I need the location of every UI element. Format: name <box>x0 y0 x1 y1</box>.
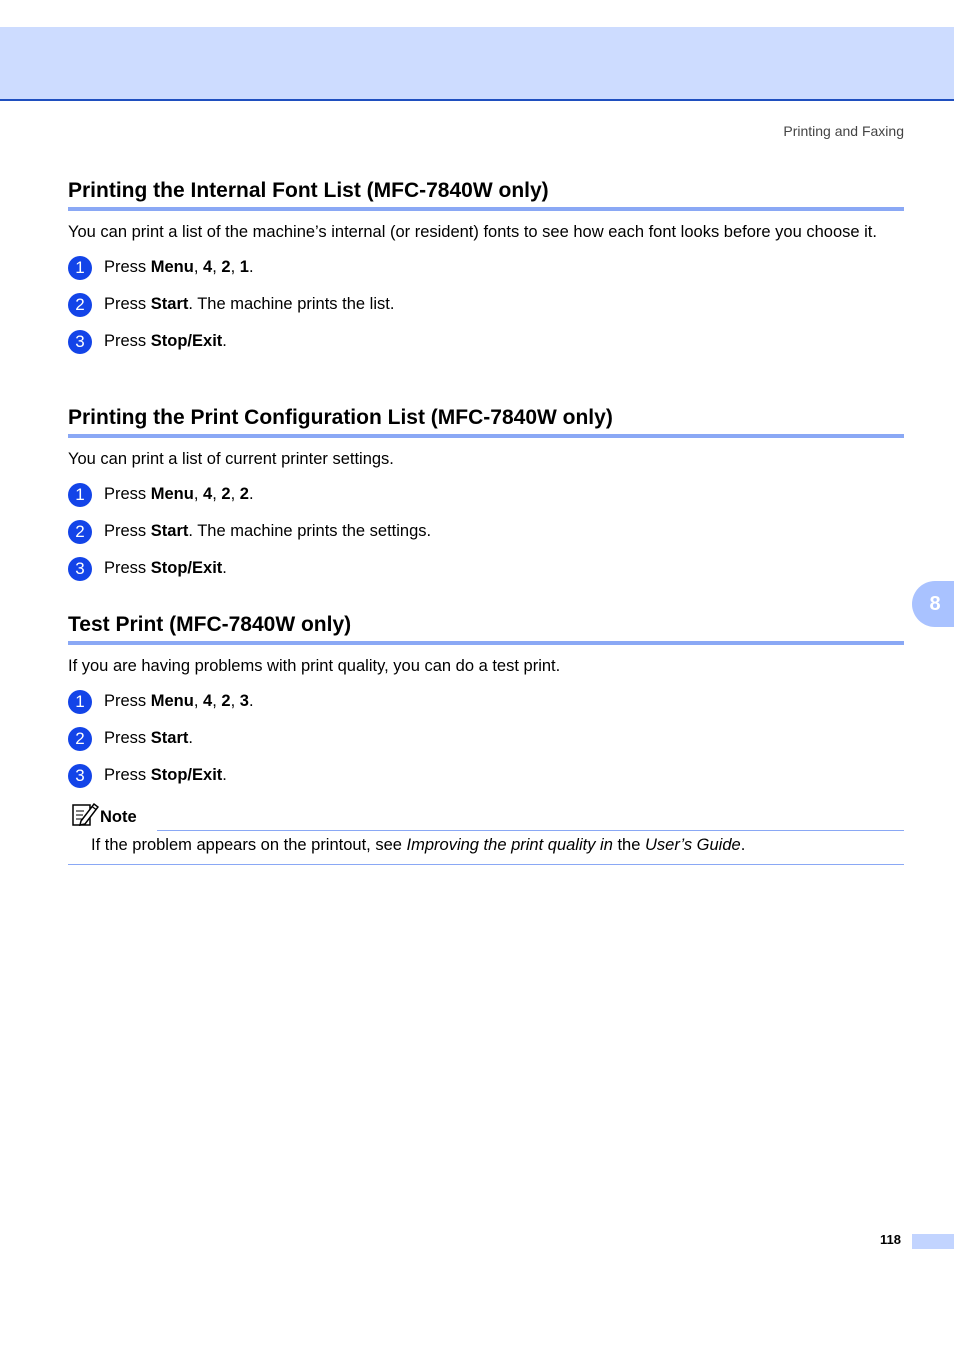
section-test-print <box>68 612 904 794</box>
step-item <box>68 476 904 513</box>
step-list <box>68 249 904 360</box>
section-config-list <box>68 405 904 587</box>
step-text: Press Menu, 4, 2, 1. <box>104 258 254 276</box>
note-label: Note <box>100 808 137 826</box>
section-intro: You can print a list of current printer settings. <box>68 450 394 468</box>
section-title: Test Print (MFC-7840W only) <box>68 612 904 645</box>
step-text: Press Menu, 4, 2, 3. <box>104 692 254 710</box>
step-item <box>68 550 904 587</box>
note-rule <box>157 830 904 831</box>
step-text: Press Stop/Exit. <box>104 332 227 350</box>
step-item <box>68 683 904 720</box>
note-pencil-icon <box>71 801 99 827</box>
step-number-icon: 1 <box>68 483 92 507</box>
step-number-icon: 2 <box>68 520 92 544</box>
section-intro: If you are having problems with print quality, you can do a test print. <box>68 657 561 675</box>
step-list <box>68 476 904 587</box>
section-title: Printing the Print Configuration List (MFC-7840W only) <box>68 405 904 438</box>
page-number: 118 <box>880 1232 901 1247</box>
step-list <box>68 683 904 794</box>
step-item <box>68 513 904 550</box>
header-band <box>0 27 954 101</box>
step-number-icon: 2 <box>68 293 92 317</box>
step-number-icon: 1 <box>68 690 92 714</box>
step-number-icon: 2 <box>68 727 92 751</box>
step-text: Press Start. The machine prints the list. <box>104 295 395 313</box>
step-text: Press Stop/Exit. <box>104 766 227 784</box>
section-intro: You can print a list of the machine’s internal (or resident) fonts to see how each font looks before you choose it. <box>68 223 877 241</box>
step-text: Press Stop/Exit. <box>104 559 227 577</box>
section-title: Printing the Internal Font List (MFC-7840W only) <box>68 178 904 211</box>
page-tab <box>912 1234 954 1249</box>
note-box <box>68 803 904 865</box>
step-text: Press Menu, 4, 2, 2. <box>104 485 254 503</box>
chapter-tab: 8 <box>912 581 954 627</box>
step-item <box>68 323 904 360</box>
step-number-icon: 3 <box>68 557 92 581</box>
note-header <box>68 803 904 827</box>
step-number-icon: 1 <box>68 256 92 280</box>
section-font-list <box>68 178 904 360</box>
step-item <box>68 757 904 794</box>
step-number-icon: 3 <box>68 764 92 788</box>
step-item <box>68 249 904 286</box>
note-text: If the problem appears on the printout, see Improving the print quality in the User’s Guide. <box>68 827 904 865</box>
step-text: Press Start. The machine prints the settings. <box>104 522 432 540</box>
step-number-icon: 3 <box>68 330 92 354</box>
step-item <box>68 720 904 757</box>
step-item <box>68 286 904 323</box>
running-head: Printing and Faxing <box>783 123 904 139</box>
step-text: Press Start. <box>104 729 193 747</box>
